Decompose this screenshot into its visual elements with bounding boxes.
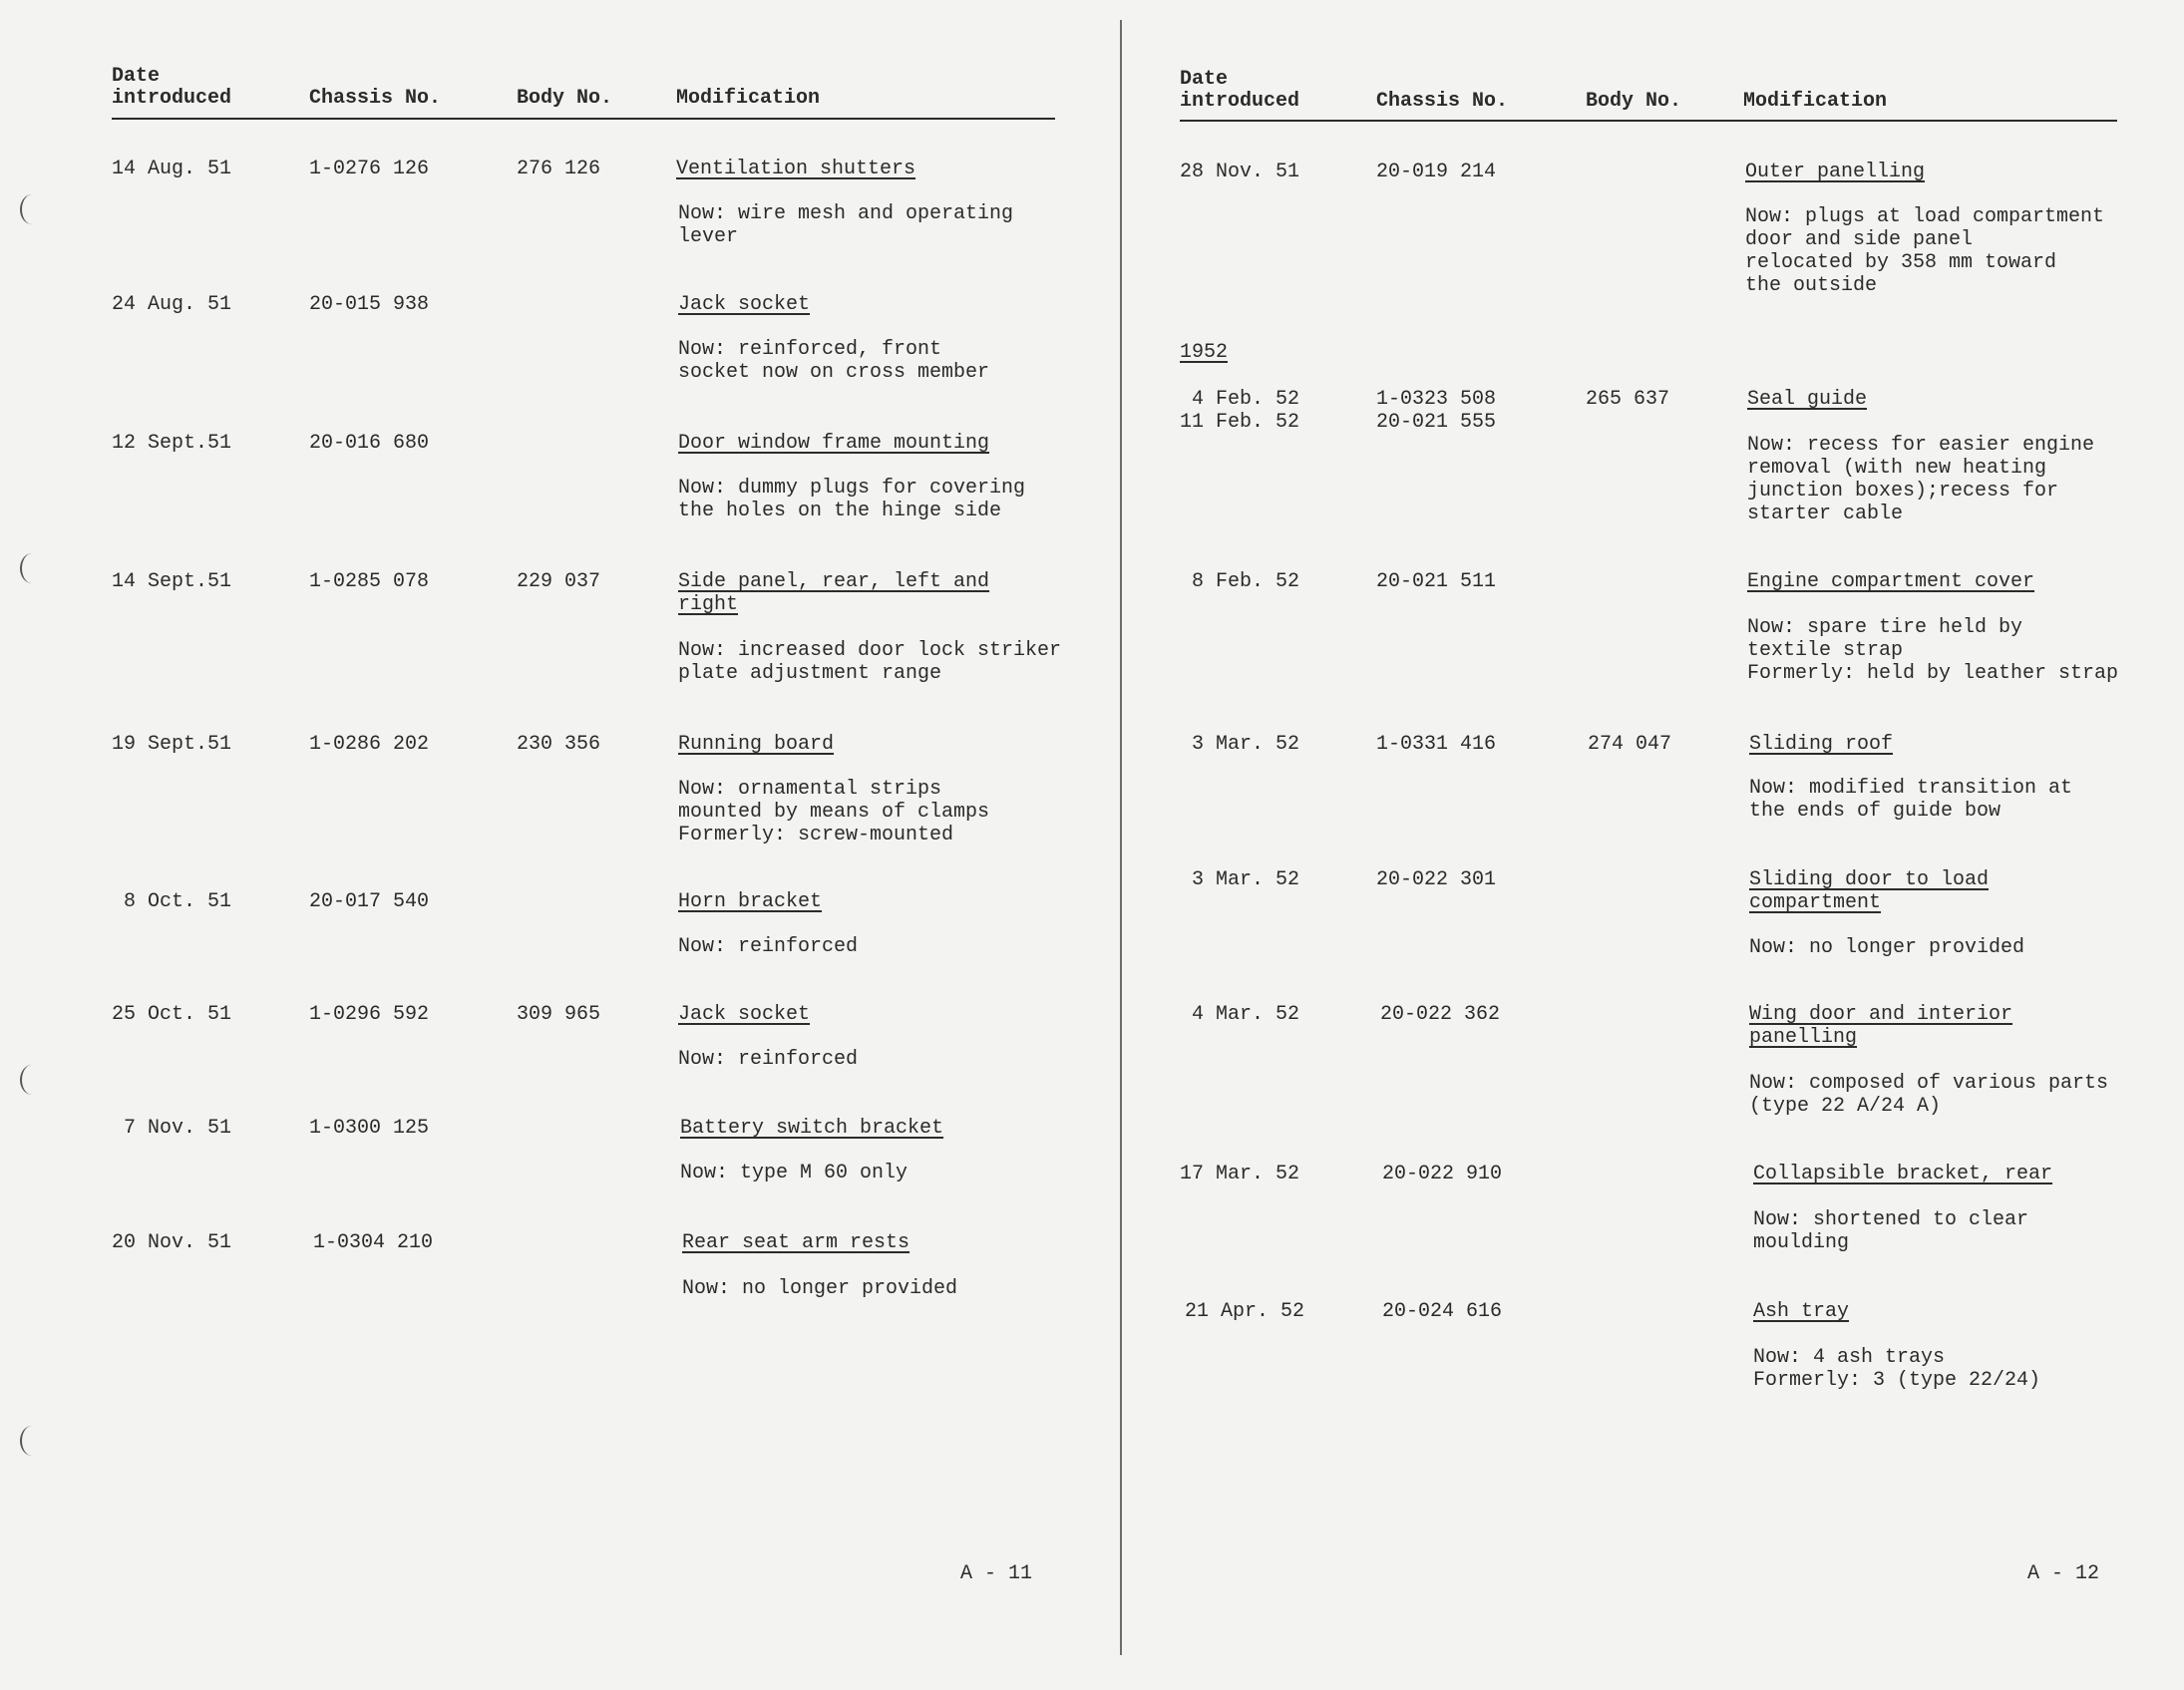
- row-modification-detail: Now: modified transition at the ends of guide bow: [1749, 777, 2073, 823]
- punch-hole: [20, 553, 44, 583]
- row-modification-title: Battery switch bracket: [680, 1117, 944, 1140]
- header-modification: Modification: [1743, 90, 1888, 113]
- row-modification-title: Wing door and interior panelling: [1749, 1003, 2013, 1049]
- row-chassis: 1-0323 508 20-021 555: [1376, 388, 1497, 434]
- row-date: 4 Feb. 52 11 Feb. 52: [1180, 388, 1300, 434]
- row-modification-title: Jack socket: [678, 1003, 811, 1026]
- right-page: [1121, 0, 2184, 1690]
- row-modification-title: Engine compartment cover: [1747, 570, 2035, 593]
- row-chassis: 1-0286 202: [309, 733, 430, 756]
- row-modification-detail: Now: no longer provided: [682, 1277, 958, 1300]
- row-date: 3 Mar. 52: [1180, 733, 1300, 756]
- punch-hole: [20, 1426, 44, 1456]
- row-body: 276 126: [517, 158, 601, 180]
- year-heading: 1952: [1180, 341, 1229, 364]
- row-modification-title: Rear seat arm rests: [682, 1231, 910, 1254]
- row-modification-title: Seal guide: [1747, 388, 1868, 411]
- row-date: 8 Feb. 52: [1180, 570, 1300, 593]
- row-modification-title: Side panel, rear, left and right: [678, 570, 990, 616]
- row-modification-detail: Now: increased door lock striker plate adjustment range: [678, 639, 1062, 685]
- row-modification-detail: Now: shortened to clear moulding: [1753, 1208, 2029, 1254]
- row-date: 21 Apr. 52: [1185, 1300, 1305, 1323]
- row-modification-title: Ventilation shutters: [676, 158, 916, 180]
- row-chassis: 20-019 214: [1376, 161, 1497, 183]
- row-modification-title: Jack socket: [678, 293, 811, 316]
- row-date: 4 Mar. 52: [1180, 1003, 1300, 1026]
- row-chassis: 20-016 680: [309, 432, 430, 455]
- row-modification-detail: Now: recess for easier engine removal (with new heating junction boxes);recess for starter cable: [1747, 434, 2095, 525]
- header-chassis: Chassis No.: [309, 87, 442, 110]
- row-chassis: 20-022 910: [1382, 1163, 1503, 1185]
- row-date: 14 Sept.51: [112, 570, 232, 593]
- punch-hole: [20, 1065, 44, 1095]
- row-date: 7 Nov. 51: [112, 1117, 232, 1140]
- row-chassis: 20-022 362: [1380, 1003, 1501, 1026]
- row-chassis: 1-0285 078: [309, 570, 430, 593]
- row-modification-detail: Now: dummy plugs for covering the holes on the hinge side: [678, 477, 1026, 522]
- row-body: 230 356: [517, 733, 601, 756]
- row-body: 309 965: [517, 1003, 601, 1026]
- row-date: 14 Aug. 51: [112, 158, 232, 180]
- page-number: A - 11: [960, 1562, 1033, 1585]
- row-date: 17 Mar. 52: [1180, 1163, 1300, 1185]
- row-date: 24 Aug. 51: [112, 293, 232, 316]
- header-chassis: Chassis No.: [1376, 90, 1509, 113]
- row-modification-title: Ash tray: [1753, 1300, 1850, 1323]
- row-chassis: 20-017 540: [309, 890, 430, 913]
- row-date: 28 Nov. 51: [1180, 161, 1300, 183]
- row-modification-detail: Now: ornamental strips mounted by means of clamps Formerly: screw-mounted: [678, 778, 990, 846]
- row-body: 274 047: [1588, 733, 1672, 756]
- row-body: 265 637: [1586, 388, 1670, 411]
- row-date: 8 Oct. 51: [112, 890, 232, 913]
- row-modification-detail: Now: reinforced: [678, 935, 859, 958]
- row-modification-detail: Now: reinforced, front socket now on cross member: [678, 338, 990, 384]
- row-modification-title: Sliding roof: [1749, 733, 1894, 756]
- row-modification-detail: Now: plugs at load compartment door and side panel relocated by 358 mm toward the outside: [1745, 205, 2105, 297]
- row-chassis: 1-0276 126: [309, 158, 430, 180]
- header-rule: [112, 118, 1055, 120]
- row-chassis: 1-0304 210: [313, 1231, 434, 1254]
- row-modification-detail: Now: reinforced: [678, 1048, 859, 1071]
- header-body: Body No.: [517, 87, 613, 110]
- header-rule: [1180, 120, 2117, 122]
- row-modification-title: Door window frame mounting: [678, 432, 990, 455]
- row-modification-title: Horn bracket: [678, 890, 823, 913]
- row-modification-title: Sliding door to load compartment: [1749, 868, 1990, 914]
- row-date: 19 Sept.51: [112, 733, 232, 756]
- row-chassis: 20-022 301: [1376, 868, 1497, 891]
- row-chassis: 20-021 511: [1376, 570, 1497, 593]
- row-chassis: 1-0331 416: [1376, 733, 1497, 756]
- row-chassis: 20-024 616: [1382, 1300, 1503, 1323]
- row-body: 229 037: [517, 570, 601, 593]
- punch-hole: [20, 194, 44, 224]
- row-date: 25 Oct. 51: [112, 1003, 232, 1026]
- header-date: Date introduced: [112, 65, 232, 110]
- row-date: 20 Nov. 51: [112, 1231, 232, 1254]
- row-chassis: 20-015 938: [309, 293, 430, 316]
- header-modification: Modification: [676, 87, 821, 110]
- row-chassis: 1-0296 592: [309, 1003, 430, 1026]
- row-modification-title: Outer panelling: [1745, 161, 1926, 183]
- row-modification-title: Collapsible bracket, rear: [1753, 1163, 2053, 1185]
- row-modification-title: Running board: [678, 733, 835, 756]
- row-modification-detail: Now: 4 ash trays Formerly: 3 (type 22/24): [1753, 1346, 2041, 1392]
- row-modification-detail: Now: no longer provided: [1749, 936, 2025, 959]
- row-modification-detail: Now: type M 60 only: [680, 1162, 909, 1184]
- header-date: Date introduced: [1180, 68, 1300, 113]
- row-modification-detail: Now: spare tire held by textile strap Formerly: held by leather strap: [1747, 616, 2119, 685]
- row-date: 12 Sept.51: [112, 432, 232, 455]
- row-chassis: 1-0300 125: [309, 1117, 430, 1140]
- row-modification-detail: Now: wire mesh and operating lever: [678, 202, 1014, 248]
- row-modification-detail: Now: composed of various parts (type 22 A/24 A): [1749, 1072, 2109, 1118]
- row-date: 3 Mar. 52: [1180, 868, 1300, 891]
- page-number: A - 12: [2027, 1562, 2100, 1585]
- header-body: Body No.: [1586, 90, 1682, 113]
